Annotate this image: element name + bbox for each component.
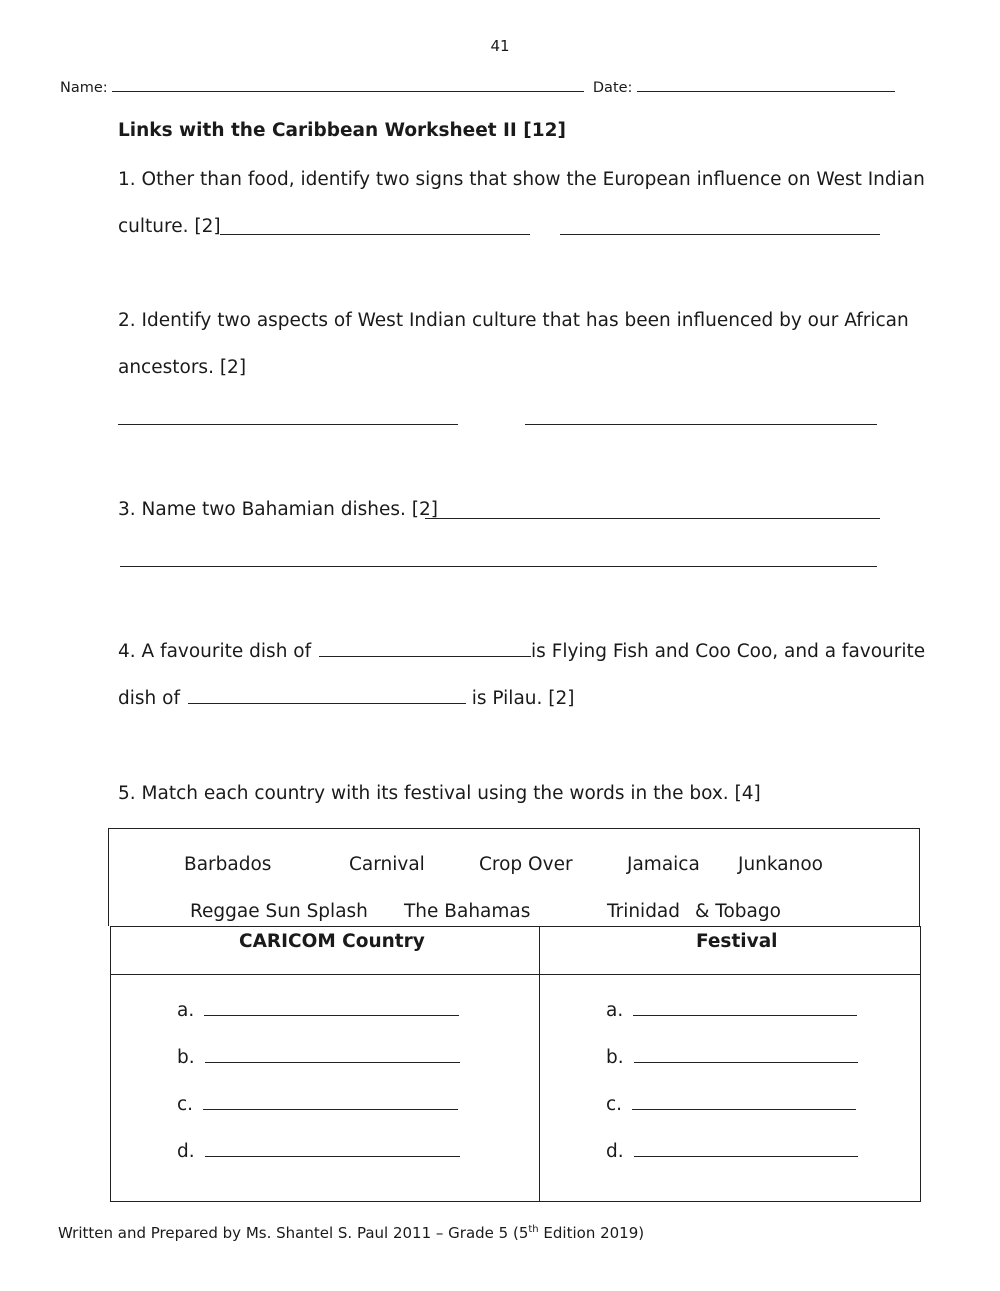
question-4-part1: 4. A favourite dish of xyxy=(118,641,312,662)
festival-row-a xyxy=(606,1000,857,1021)
question-3-text: 3. Name two Bahamian dishes. [2] xyxy=(118,499,439,520)
answer-1b-blank[interactable] xyxy=(560,234,880,235)
date-blank[interactable] xyxy=(637,90,895,92)
page-number: 41 xyxy=(490,37,510,55)
question-1-text: 1. Other than food, identify two signs that show the European influence on West Indian xyxy=(118,169,925,190)
row-label: a. xyxy=(177,1000,195,1021)
festival-d-blank[interactable] xyxy=(634,1155,858,1157)
name-blank[interactable] xyxy=(112,90,584,92)
answer-4b-blank[interactable] xyxy=(188,702,466,704)
question-4-line2 xyxy=(118,688,574,709)
word-carnival: Carnival xyxy=(349,854,425,875)
country-b-blank[interactable] xyxy=(205,1061,460,1063)
row-label: d. xyxy=(606,1141,624,1162)
word-junkanoo: Junkanoo xyxy=(738,854,823,875)
festival-row-b xyxy=(606,1047,858,1068)
country-d-blank[interactable] xyxy=(205,1155,460,1157)
footer-text: Written and Prepared by Ms. Shantel S. Paul 2011 – Grade 5 (5 xyxy=(58,1224,529,1242)
country-a-blank[interactable] xyxy=(204,1014,459,1016)
word-box xyxy=(108,828,920,926)
festival-row-c xyxy=(606,1094,856,1115)
question-1-line2: culture. [2] xyxy=(118,216,221,237)
name-date-row xyxy=(60,80,895,96)
answer-2a-blank[interactable] xyxy=(118,424,458,425)
table-header-divider xyxy=(111,974,920,975)
country-row-d xyxy=(177,1141,460,1162)
country-row-a xyxy=(177,1000,459,1021)
answer-4a-blank[interactable] xyxy=(319,655,531,657)
row-label: c. xyxy=(177,1094,194,1115)
word-and-tobago: & Tobago xyxy=(695,901,781,922)
matching-table xyxy=(110,926,921,1202)
word-jamaica: Jamaica xyxy=(627,854,700,875)
word-trinidad: Trinidad xyxy=(607,901,681,922)
question-4-part2: is Flying Fish and Coo Coo, and a favourite xyxy=(531,641,926,662)
answer-1a-blank[interactable] xyxy=(220,234,530,235)
festival-row-d xyxy=(606,1141,858,1162)
question-4-part3: dish of xyxy=(118,688,180,709)
row-label: a. xyxy=(606,1000,624,1021)
country-c-blank[interactable] xyxy=(203,1108,458,1110)
question-5-text: 5. Match each country with its festival using the words in the box. [4] xyxy=(118,783,761,804)
question-4-line1 xyxy=(118,641,925,662)
word-the-bahamas: The Bahamas xyxy=(404,901,531,922)
word-crop-over: Crop Over xyxy=(479,854,573,875)
answer-3b-blank[interactable] xyxy=(120,566,877,567)
country-row-c xyxy=(177,1094,458,1115)
festival-b-blank[interactable] xyxy=(634,1061,858,1063)
row-label: b. xyxy=(606,1047,624,1068)
festival-header: Festival xyxy=(696,931,778,952)
word-barbados: Barbados xyxy=(184,854,272,875)
caricom-country-header: CARICOM Country xyxy=(239,931,425,952)
festival-a-blank[interactable] xyxy=(633,1014,857,1016)
worksheet-title: Links with the Caribbean Worksheet II [12] xyxy=(118,120,566,141)
question-2-line2: ancestors. [2] xyxy=(118,357,247,378)
question-2-text: 2. Identify two aspects of West Indian culture that has been influenced by our African xyxy=(118,310,909,331)
footer xyxy=(58,1224,644,1242)
answer-2b-blank[interactable] xyxy=(525,424,877,425)
question-4-part4: is Pilau. [2] xyxy=(471,688,575,709)
word-reggae-sun-splash: Reggae Sun Splash xyxy=(190,901,368,922)
date-label: Date: xyxy=(592,80,633,96)
row-label: d. xyxy=(177,1141,195,1162)
country-row-b xyxy=(177,1047,460,1068)
footer-edition: Edition 2019) xyxy=(538,1224,645,1242)
row-label: b. xyxy=(177,1047,195,1068)
table-column-divider xyxy=(539,927,540,1201)
name-label: Name: xyxy=(60,80,108,96)
festival-c-blank[interactable] xyxy=(632,1108,856,1110)
question-1-continued xyxy=(118,216,221,237)
row-label: c. xyxy=(606,1094,623,1115)
footer-superscript: th xyxy=(528,1224,539,1235)
answer-3a-blank[interactable] xyxy=(425,518,880,519)
